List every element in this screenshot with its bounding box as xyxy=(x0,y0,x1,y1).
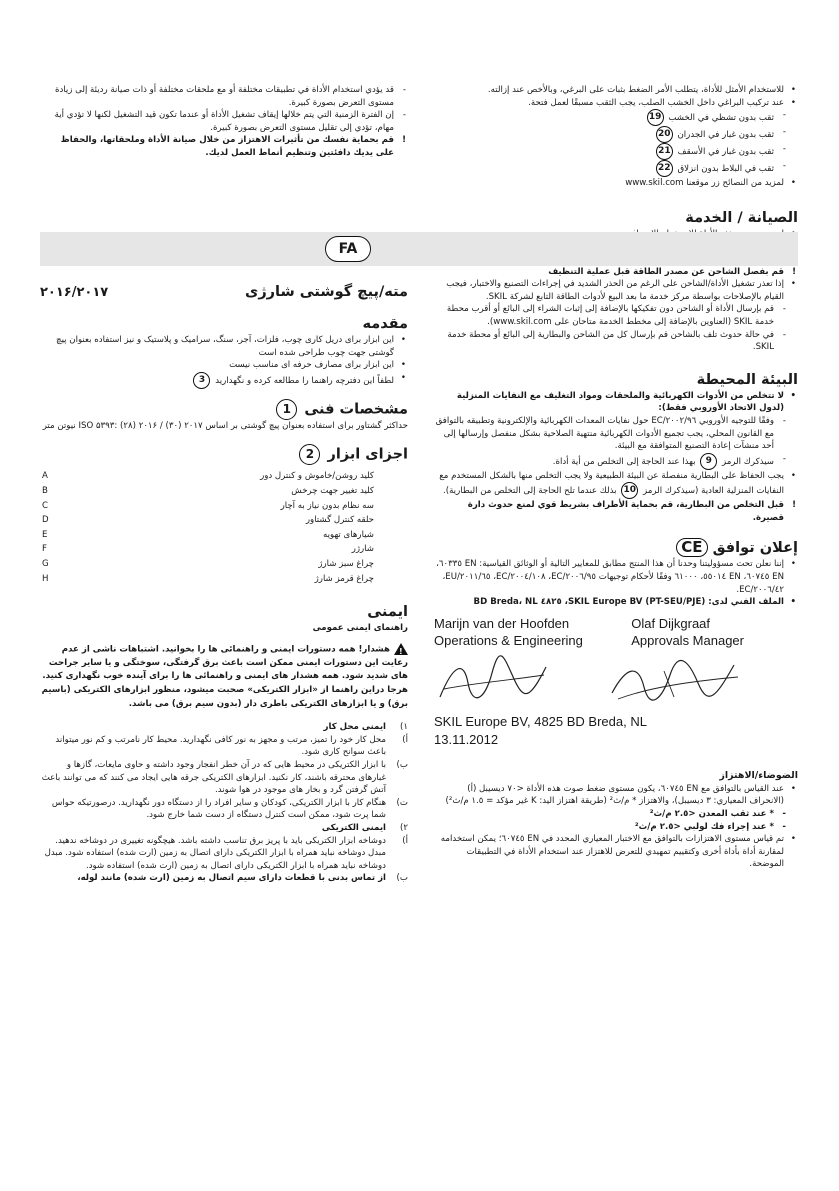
ref-number: 21 xyxy=(656,143,673,160)
part-row: چراغ قرمز شارژ H xyxy=(42,573,374,584)
techfile-item: • الملف الفني لدى: SKIL Europe BV (PT-SEU/PJE)، ٤٨٢٥ BD Breda، NL xyxy=(434,596,798,609)
noise-measured: • عند القياس بالتوافق مع EN ٦٠٧٤٥، يكون مستوى ضغط صوت هذه الأداة <٧٠ ديسيبل (أ) (الانحراف المعياري: ٣ ديسيبل)، والاهتزاز * م/ث² (طريقة اهتزاز اليد: K غير مؤكد = ١.٥ م/ث²) xyxy=(434,783,798,808)
intro-item: • این ابزار برای مصارف حرفه ای مناسب نیست xyxy=(40,359,408,372)
signer-left-name: Marijn van der Hoofden xyxy=(434,615,570,631)
battery-note: ! قبل التخلص من البطارية، قم بحماية الأطراف بشريط قوي لمنع حدوث دارة قصيرة. xyxy=(434,499,798,524)
battery-item: • يجب الحفاظ على البطارية منفصلة عن البيئة الطبيعية ولا يجب التخلص منها بالشكل المستخدم مع النفايات المنزلية العادية (سيذكرك الرمز 10 بذلك عندما تلح الحاجة إلى التخلص من البطارية). xyxy=(434,470,798,500)
safety-item: ت) هنگام کار با ابزار الکتریکی، کودکان و سایر افراد را از دستگاه دور نگهدارید. درصورتیکه حواس شما پرت شود، ممکن است کنترل دستگاه از دست شما خارج شود. xyxy=(51,797,408,821)
signer-right-name: Olaf Dijkgraaf xyxy=(631,615,711,631)
farsi-body xyxy=(40,282,408,885)
send-sub: - قم بإرسال الأداة أو الشاحن دون تفكيكها بالإضافة إلى إثبات الشراء إلى البائع أو أقرب محطة خدمة SKIL (العناوين بالإضافة إلى مخطط الخدمة متاحان على www.skil.com). xyxy=(434,303,788,328)
hole-item: - ثقب في البلاط بدون انزلاق 22 xyxy=(434,160,788,177)
ref-number: 1 xyxy=(276,399,297,420)
warning-icon xyxy=(394,643,408,655)
part-row: حلقه کنترل گشتاور D xyxy=(42,515,374,526)
part-row: سه نظام بدون نیاز به آچار C xyxy=(42,500,374,511)
sign-date: 13.11.2012 xyxy=(434,731,499,747)
intro-bullet: • للاستخدام الأمثل للأداة، يتطلب الأمر الضغط بثبات على البرغي، وبالأخص عند إزالته. xyxy=(434,84,798,97)
safety-warning: !هشدار! همه دستورات ایمنی و راهنمائی ها را بخوانید. اشتباهات ناشی از عدم رعایت این دستورات ایمنی ممکن است باعث برق گرفتگی، سوختگی و یا سایر جراحت های شدید شود. همه هشدار های ایمنی و راهنمائی ها را برای آینده خوب نگهداری کنید. هرجا دراین راهنما از «ابزار الکتریکی» صحبت میشود، منظور ابزارهای الکتریکی (باسیم برق) و یا ابزارهای الکتریکی باطری دار (بدون سیم برق) می باشد. xyxy=(40,643,408,711)
safety-item: ۱) ایمنی محل کار xyxy=(323,722,408,733)
farsi-column xyxy=(40,84,408,160)
ce-mark-icon: CE xyxy=(676,538,707,557)
hole-item: - ثقب بدون غبار في الأسقف 21 xyxy=(434,143,788,160)
product-model: ۲۰۱۶/۲۰۱۷ xyxy=(40,285,109,300)
signature-block xyxy=(434,615,798,749)
parts-heading: اجزای ابزار 2 xyxy=(40,444,408,465)
part-row: شیارهای تهویه E xyxy=(42,529,374,540)
part-row: کلید روشن/خاموش و کنترل دور A xyxy=(42,471,374,482)
intro-heading: مقدمه xyxy=(362,316,408,332)
noise-heading: الضوضاء/الاهتزاز xyxy=(719,769,798,781)
unplug-note: ! قم بفصل الشاحن عن مصدر الطاقة قبل عملية التنظيف xyxy=(434,266,798,279)
ref-number: 2 xyxy=(299,444,320,465)
directive-sub: - وفقًا للتوجيه الأوروبي ٢٠٠٢/٩٦/EC حول نفايات المعدات الكهربائية والإلكترونية وتطبيقه بالتوافق مع القانون المحلي، يجب تجميع الأدوات الكهربائية منتهية الصلاحية بشكل منفصل وإرسالها إلى أحد منشآت إعادة التصنيع المتوافقة مع البيئة. xyxy=(434,415,788,453)
specs-heading: مشخصات فنی 1 xyxy=(40,399,408,420)
safety-item: أ) دوشاخه ابزار الکتریکی باید با پریز برق تناسب داشته باشد. هیچگونه تغییری در دوشاخه ندهید. مبدل دوشاخه نباید همراه با ابزار الکتریکی دارای اتصال به زمین (ارت شده) استفاده شود. مبدل دوشاخه نباید همراه با ابزار الکتریکی دارای اتصال به زمین (ارت شده) استفاده شود. xyxy=(44,835,408,871)
product-title: مته/پیچ گوشتی شارژی xyxy=(245,284,408,300)
dispose-item: • لا تتخلص من الأدوات الكهربائية والملحقات ومواد التغليف مع النفايات المنزلية (لدول الاتحاد الأوروبي فقط): xyxy=(434,390,798,415)
more-tips: • لمزيد من النصائح زر موقعنا www.skil.com xyxy=(434,177,798,190)
hole-item: - ثقب بدون غبار في الجدران 20 xyxy=(434,126,788,143)
ref-number: 10 xyxy=(621,482,638,499)
intro-item: • لطفاً این دفترچه راهنما را مطالعه کرده و نگهدارید 3 xyxy=(40,372,408,389)
language-band xyxy=(40,232,798,266)
part-row: چراغ سبز شارژ G xyxy=(42,558,374,569)
safety-item: أ) محل کار خود را تمیز، مرتب و مجهز به نور کافی نگهدارید. محیط کار نامرتب و کم نور میتواند باعث سوانح کاری شود. xyxy=(55,734,408,758)
language-badge: FA xyxy=(325,236,371,262)
environment-heading: البيئة المحيطة xyxy=(696,371,798,388)
signature-right-icon xyxy=(604,653,744,709)
symbol-sub: - سيذكرك الرمز 9 بهذا عند الحاجة إلى التخلص من أية أداة. xyxy=(434,453,788,470)
noise-screw: - * عند إجراء فك لولبي <٢.٥ م/ث² xyxy=(434,821,788,834)
vibration-d2: - إن الفترة الزمنية التي يتم خلالها إيقاف تشغيل الأداة أو عندما تكون قيد التشغيل لكنها لا تؤدي أية مهام، تؤدي إلى تقليل مستوى التعرض بصورة كبيرة. xyxy=(40,109,408,134)
noise-standard: • تم قياس مستوى الاهتزازات بالتوافق مع الاختبار المعياري المحدد في EN ٦٠٧٤٥؛ يمكن استخدامه لمقارنة أداة بأداة أخرى وكتقييم تمهيدي للتعرض للاهتزاز عند استخدام الأداة في التطبيقات الموضحة. xyxy=(434,833,798,871)
vibration-d1: - قد يؤدي استخدام الأداة في تطبيقات مختلفة أو مع ملحقات مختلفة أو ذات صيانة رديئة إلى زيادة مستوى التعرض بصورة كبيرة. xyxy=(40,84,408,109)
signer-right-role: Approvals Manager xyxy=(631,632,744,648)
safety-item: ب) با ابزار الکتریکی در محیط هایی که در آن خطر انفجار وجود داشته و حاوی مایعات، گازها و غبارهای محترقه باشند، کار نکنید. ابزارهای الکتریکی جرقه هایی ایجاد می کنند که می توانند باعث آتش گرفتن گرد و بخار های موجود در هوا شوند. xyxy=(41,759,408,796)
ref-number: 22 xyxy=(656,160,673,177)
part-row: کلید تغییر جهت چرخش B xyxy=(42,485,374,496)
intro-bullets xyxy=(434,84,798,109)
arabic-column xyxy=(434,84,798,871)
ref-number: 9 xyxy=(700,453,717,470)
noise-metal: - * عند ثقب المعدن <٢.٥ م/ث² xyxy=(434,808,788,821)
part-row: شارژر F xyxy=(42,544,374,555)
ref-number: 19 xyxy=(647,109,664,126)
conformity-heading: إعلان توافق CE xyxy=(434,538,798,558)
parts-list xyxy=(40,469,408,586)
ref-number: 3 xyxy=(193,372,210,389)
intro-item: • این ابزار برای دریل کاری چوب، فلزات، آجر، سنگ، سرامیک و پلاستیک و نیز استفاده بعنوان پیچ گوشتی جهت چوب طراحی شده است xyxy=(40,334,408,359)
fault-sub: - في حالة حدوث تلف بالشاحن قم بإرسال كل من الشاحن والبطارية إلى البائع أو محطة خدمة SKIL. xyxy=(434,329,788,354)
safety-item: ب) از تماس بدنی با قطعات دارای سیم اتصال به زمین (ارت شده) مانند لوله، xyxy=(77,873,408,884)
maintenance-heading: الصيانة / الخدمة xyxy=(685,209,798,226)
intro-bullet: • عند تركيب البراغي داخل الخشب الصلب، يجب الثقب مسبقًا لعمل فتحة. xyxy=(434,97,798,110)
company-address: SKIL Europe BV, 4825 BD Breda, NL xyxy=(434,713,647,729)
hole-list xyxy=(434,109,798,177)
ref-number: 20 xyxy=(656,126,673,143)
vibration-note: ! قم بحماية نفسك من تأثيرات الاهتزاز من خلال صيانة الأداة وملحقاتها، والحفاظ على يديك دافئتين وتنظيم أنماط العمل لديك. xyxy=(40,134,408,159)
hole-item: - ثقب بدون تشظي في الخشب 19 xyxy=(434,109,788,126)
signature-left-icon xyxy=(434,653,554,709)
declare-item: • إننا نعلن تحت مسؤوليتنا وحدنا أن هذا المنتج مطابق للمعايير التالية أو الوثائق القياسية: EN ٦٠٣٣٥، EN ٦٠٧٤٥، EN ٥٥٠١٤، ٦١٠٠٠ وفقًا لأحكام توجيهات ٢٠٠٦/٩٥/EC، ٢٠٠٤/١٠٨/EC، ٢٠١١/٦٥/EU، ٢٠٠٦/٤٢/EC. xyxy=(434,558,798,596)
repair-item: • إذا تعذر تشغيل الأداة/الشاحن على الرغم من الحذر الشديد في إجراءات التصنيع والاختبار، فيجب القيام بالإصلاحات بواسطة مركز خدمة ما بعد البيع لأدوات الطاقة التابع لشركة SKIL. xyxy=(434,278,798,303)
signer-left-role: Operations & Engineering xyxy=(434,632,583,648)
safety-subtitle: راهنمای ایمنی عمومی xyxy=(312,623,408,634)
specs-text: حداکثر گشتاور برای استفاده بعنوان پیچ گوشتی بر اساس ISO ۵۳۹۳: (۲۸) ۲۰۱۶ / (۳۰) ۲۰۱۷ نیوتن متر xyxy=(42,420,408,431)
safety-heading: ایمنی xyxy=(367,604,408,621)
safety-item: ۲) ایمنی الکتریکی xyxy=(321,822,408,833)
